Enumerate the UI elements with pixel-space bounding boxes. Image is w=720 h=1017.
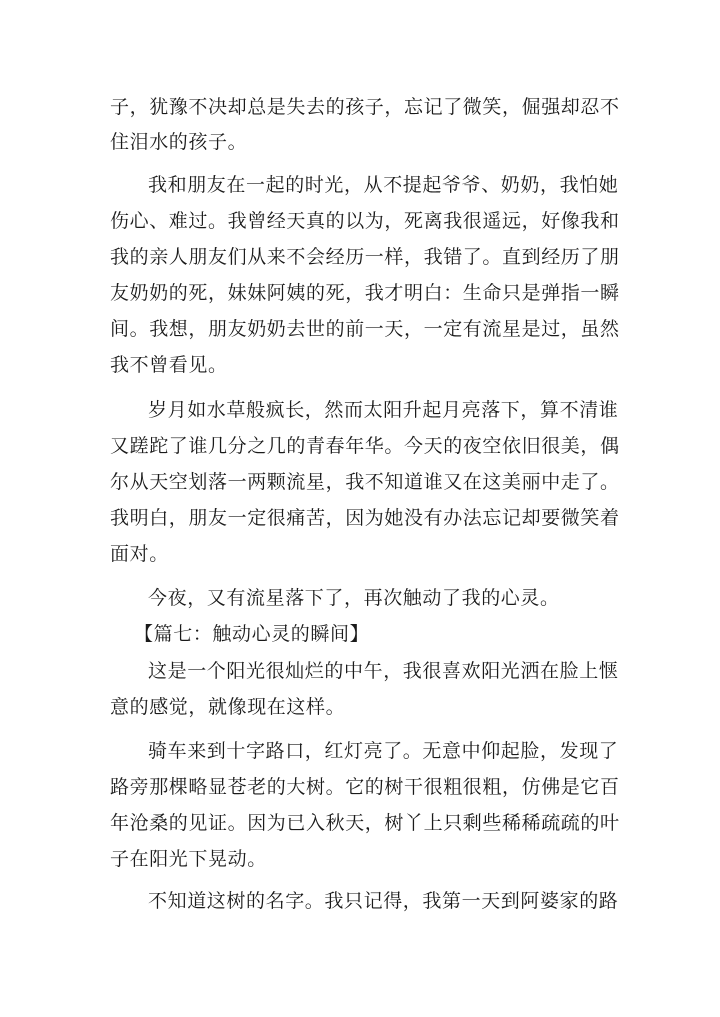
paragraph-line: 不知道这树的名字。我只记得，我第一天到阿婆家的路 <box>148 890 619 912</box>
text-line: 年沧桑的见证。因为已入秋天，树丫上只剩些稀稀疏疏的叶 <box>110 812 620 834</box>
text-line: 间。我想，朋友奶奶去世的前一天，一定有流星是过，虽然 <box>110 318 620 340</box>
text-line: 我明白，朋友一定很痛苦，因为她没有办法忘记却要微笑着 <box>110 507 620 529</box>
text-line: 住泪水的孩子。 <box>110 131 248 153</box>
text-line: 意的感觉，就像现在这样。 <box>110 696 346 718</box>
text-line: 我不曾看见。 <box>110 354 228 376</box>
text-line: 子在阳光下晃动。 <box>110 848 267 870</box>
paragraph-line: 我和朋友在一起的时光，从不提起爷爷、奶奶，我怕她 <box>148 174 619 196</box>
text-line: 路旁那棵略显苍老的大树。它的树干很粗很粗，仿佛是它百 <box>110 776 620 798</box>
paragraph-line: 今夜，又有流星落下了，再次触动了我的心灵。 <box>148 587 560 609</box>
text-line: 子，犹豫不决却总是失去的孩子，忘记了微笑，倔强却忍不 <box>110 96 620 118</box>
text-line: 友奶奶的死，妹妹阿姨的死，我才明白：生命只是弹指一瞬 <box>110 282 620 304</box>
text-line: 面对。 <box>110 543 169 565</box>
section-heading: 【篇七：触动心灵的瞬间】 <box>134 623 370 645</box>
paragraph-line: 这是一个阳光很灿烂的中午，我很喜欢阳光洒在脸上惬 <box>148 660 619 682</box>
text-line: 伤心、难过。我曾经天真的以为，死离我很遥远，好像我和 <box>110 210 620 232</box>
text-line: 我的亲人朋友们从来不会经历一样，我错了。直到经历了朋 <box>110 246 620 268</box>
paragraph-line: 骑车来到十字路口，红灯亮了。无意中仰起脸，发现了 <box>148 740 619 762</box>
paragraph-line: 岁月如水草般疯长，然而太阳升起月亮落下，算不清谁 <box>148 399 619 421</box>
text-line: 又蹉跎了谁几分之几的青春年华。今天的夜空依旧很美，偶 <box>110 435 620 457</box>
text-line: 尔从天空划落一两颗流星，我不知道谁又在这美丽中走了。 <box>110 471 620 493</box>
